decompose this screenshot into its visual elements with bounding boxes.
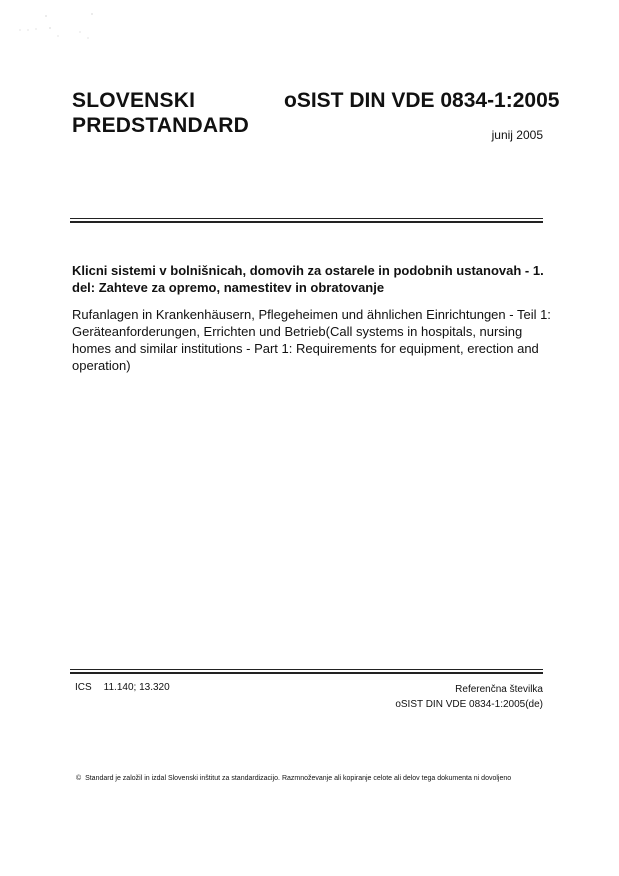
- document-category: [72, 88, 249, 138]
- publication-date: junij 2005: [491, 128, 543, 142]
- bottom-divider: [70, 669, 543, 674]
- reference-value: oSIST DIN VDE 0834-1:2005(de): [395, 699, 543, 710]
- german-english-title: Rufanlagen in Krankenhäusern, Pflegeheimen und ähnlichen Einrichtungen - Teil 1: Geräteanforderungen, Errichten und Betrieb(Call systems in hospitals, nursing homes and similar institutions - Part 1: Requirements for equipment, erection and operation): [72, 307, 551, 373]
- category-line-1: SLOVENSKI: [72, 89, 196, 112]
- copyright-text: Standard je založil in izdal Slovenski inštitut za standardizacijo. Razmnoževanje ali kopiranje celote ali delov tega dokumenta ni dovoljeno: [85, 775, 512, 782]
- scan-artifact: [10, 8, 110, 48]
- copyright-icon: ©: [76, 775, 82, 782]
- top-divider: [70, 218, 543, 223]
- ics-value: 11.140; 13.320: [103, 682, 170, 693]
- standard-designation: oSIST DIN VDE 0834-1:2005: [284, 89, 560, 112]
- ics-label: ICS: [75, 682, 92, 693]
- copyright-notice: [76, 775, 511, 782]
- category-line-2: PREDSTANDARD: [72, 114, 250, 137]
- slovenian-title: Klicni sistemi v bolnišnicah, domovih za ostarele in podobnih ustanovah - 1. del: Zahteve za opremo, namestitev in obratovanje: [72, 263, 544, 295]
- reference-label: Referenčna številka: [455, 684, 543, 695]
- reference-number: [395, 682, 543, 712]
- ics-classification: [75, 682, 170, 693]
